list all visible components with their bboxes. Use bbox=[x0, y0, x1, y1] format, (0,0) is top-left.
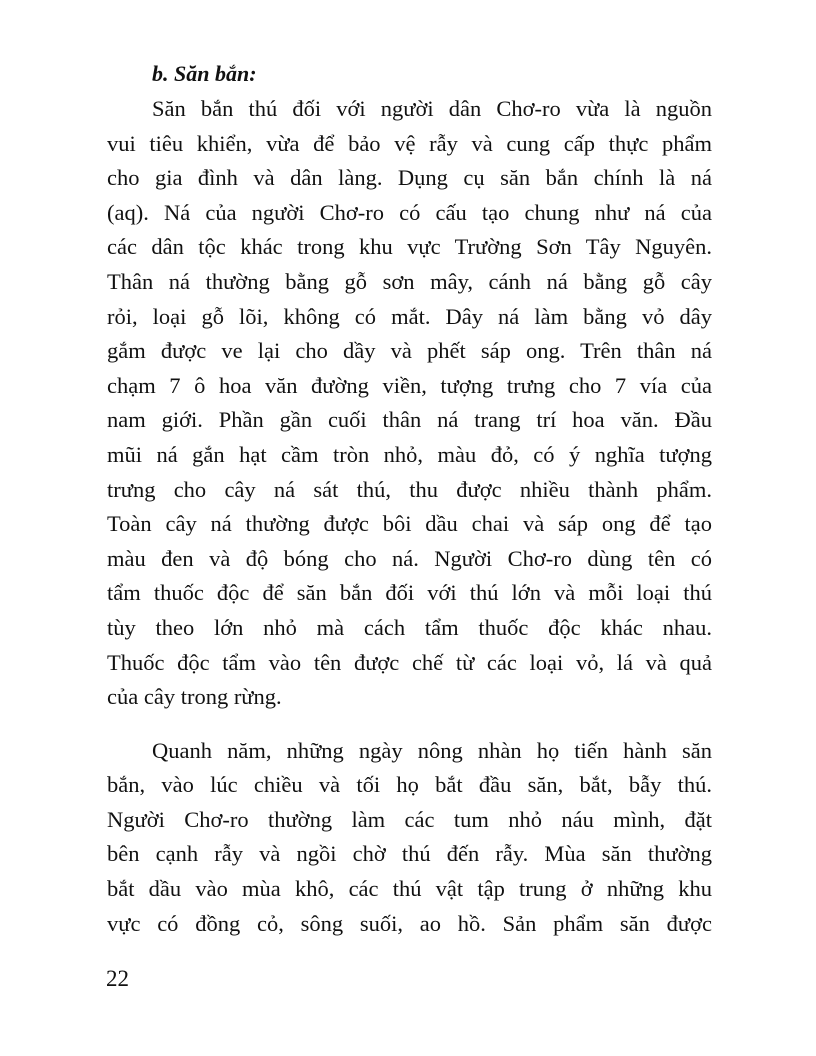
text-line: của cây trong rừng. bbox=[107, 684, 282, 710]
text-line: gắm được ve lại cho dầy và phết sáp ong. Trên thân ná bbox=[107, 338, 712, 364]
page-number: 22 bbox=[106, 966, 129, 991]
text-line: vực có đồng cỏ, sông suối, ao hồ. Sản phẩm săn được bbox=[107, 910, 712, 936]
text-line: bắt dầu vào mùa khô, các thú vật tập trung ở những khu bbox=[107, 876, 712, 902]
text-line: Quanh năm, những ngày nông nhàn họ tiến hành săn bbox=[152, 737, 712, 763]
text-line: Săn bắn thú đối với người dân Chơ-ro vừa là nguồn bbox=[152, 96, 712, 121]
text-line: cho gia đình và dân làng. Dụng cụ săn bắn chính là ná bbox=[107, 165, 712, 191]
text-line: trưng cho cây ná sát thú, thu được nhiều thành phẩm. bbox=[107, 476, 712, 502]
section-heading: b. Săn bắn: bbox=[152, 61, 257, 86]
text-line: màu đen và độ bóng cho ná. Người Chơ-ro dùng tên có bbox=[107, 545, 712, 571]
text-line: Toàn cây ná thường được bôi dầu chai và sáp ong để tạo bbox=[107, 511, 712, 537]
paragraph bbox=[107, 734, 712, 942]
text-line: rỏi, loại gỗ lõi, không có mắt. Dây ná làm bằng vỏ dây bbox=[107, 303, 712, 329]
text-line: Người Chơ-ro thường làm các tum nhỏ náu mình, đặt bbox=[107, 806, 712, 832]
text-line: (aq). Ná của người Chơ-ro có cấu tạo chung như ná của bbox=[107, 199, 712, 225]
text-line: nam giới. Phần gần cuối thân ná trang trí hoa văn. Đầu bbox=[107, 407, 712, 433]
text-line: Thân ná thường bằng gỗ sơn mây, cánh ná bằng gỗ cây bbox=[107, 268, 712, 294]
text-line: bắn, vào lúc chiều và tối họ bắt đầu săn, bắt, bẫy thú. bbox=[107, 772, 712, 798]
paragraphs bbox=[107, 92, 712, 941]
text-line: Thuốc độc tẩm vào tên được chế từ các loại vỏ, lá và quả bbox=[107, 649, 712, 675]
paragraph bbox=[107, 92, 712, 715]
text-line: bên cạnh rẫy và ngồi chờ thú đến rẫy. Mùa săn thường bbox=[107, 841, 712, 867]
text-line: tẩm thuốc độc để săn bắn đối với thú lớn và mỗi loại thú bbox=[107, 580, 712, 606]
text-line: tùy theo lớn nhỏ mà cách tẩm thuốc độc khác nhau. bbox=[107, 614, 712, 640]
text-line: chạm 7 ô hoa văn đường viền, tượng trưng cho 7 vía của bbox=[107, 372, 712, 398]
text-line: các dân tộc khác trong khu vực Trường Sơn Tây Nguyên. bbox=[107, 234, 712, 260]
text-line: vui tiêu khiển, vừa để bảo vệ rẫy và cung cấp thực phẩm bbox=[107, 130, 712, 156]
page-body bbox=[107, 56, 712, 941]
text-line: mũi ná gắn hạt cầm tròn nhỏ, màu đỏ, có ý nghĩa tượng bbox=[107, 441, 712, 467]
